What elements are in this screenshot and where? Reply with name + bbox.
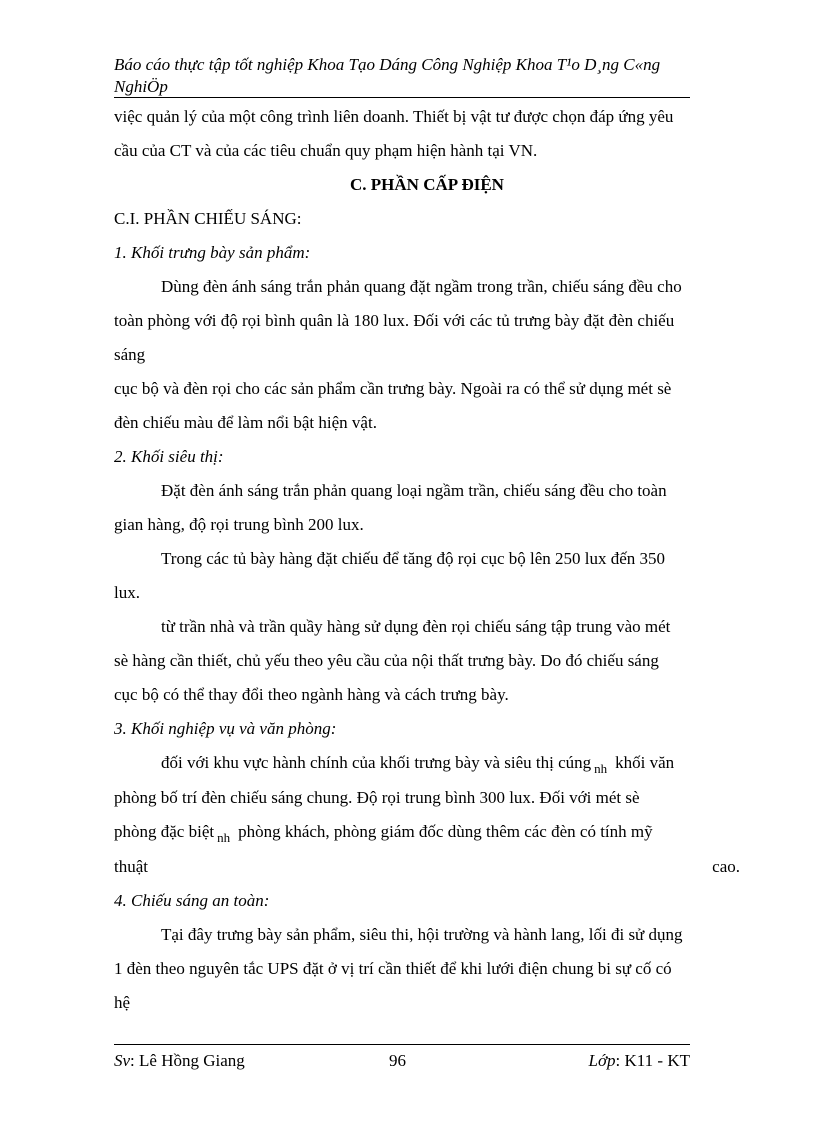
intro-line: việc quản lý của một công trình liên doanh. Thiết bị vật tư được chọn đáp ứng yêu: [114, 107, 674, 126]
intro-line: cầu của CT và của các tiêu chuẩn quy phạm hiện hành tại VN.: [114, 141, 538, 160]
paragraph-line: hệ: [114, 993, 131, 1012]
paragraph-line: lux.: [114, 583, 140, 602]
header-line-1: Báo cáo thực tập tốt nghiệp Khoa Tạo Dáng Công Nghiệp Khoa T¹o D¸ng C«ng: [114, 55, 661, 74]
paragraph-line: cục bộ có thể thay đổi theo ngành hàng và cách trưng bày.: [114, 685, 509, 704]
paragraph-line: từ trần nhà và trần quầy hàng sử dụng đèn rọi chiếu sáng tập trung vào mét: [161, 617, 671, 636]
paragraph-line: Dùng đèn ánh sáng trắn phản quang đặt ngầm trong trần, chiếu sáng đều cho: [161, 277, 682, 296]
subscript-text: nh: [217, 830, 231, 845]
page-number: 96: [389, 1051, 406, 1070]
text-segment: thuật: [114, 857, 148, 876]
heading-safety-lighting: 4. Chiếu sáng an toàn:: [114, 891, 270, 910]
student-name: : Lê Hồng Giang: [130, 1051, 245, 1070]
heading-office: 3. Khối nghiệp vụ và văn phòng:: [114, 719, 337, 738]
paragraph-line: đèn chiếu màu để làm nổi bật hiện vật.: [114, 413, 377, 432]
text-segment: đối với khu vực hành chính của khối trưng bày và siêu thị cúng: [161, 753, 592, 772]
subsection-title: C.I. PHẦN CHIẾU SÁNG:: [114, 209, 302, 228]
paragraph-line: Trong các tủ bày hàng đặt chiếu để tăng độ rọi cục bộ lên 250 lux đến 350: [161, 549, 666, 568]
text-segment: khối văn: [615, 753, 675, 772]
class-value: : K11 - KT: [615, 1051, 690, 1070]
heading-exhibition: 1. Khối trưng bày sản phẩm:: [114, 243, 311, 262]
subscript-text: nh: [594, 761, 608, 776]
header-divider: [114, 97, 690, 98]
class-info: [589, 1049, 690, 1073]
header-line-2: NghiÖp: [114, 77, 168, 96]
heading-supermarket: 2. Khối siêu thị:: [114, 447, 224, 466]
student-label: Sv: [114, 1051, 131, 1070]
paragraph-line: toàn phòng với độ rọi bình quân là 180 lux. Đối với các tủ trưng bày đặt đèn chiếu: [114, 311, 675, 330]
document-body: [114, 100, 740, 1020]
paragraph-line: [114, 815, 740, 850]
paragraph-line: [114, 746, 740, 781]
text-segment: cao.: [712, 857, 740, 876]
paragraph-line: sáng: [114, 345, 146, 364]
page-header: [114, 54, 724, 98]
paragraph-line: sè hàng cần thiết, chủ yếu theo yêu cầu của nội thất trưng bày. Do đó chiếu sáng: [114, 651, 659, 670]
class-label: Lớp: [588, 1051, 616, 1070]
footer-divider: [114, 1044, 690, 1045]
paragraph-line: gian hàng, độ rọi trung bình 200 lux.: [114, 515, 364, 534]
text-segment: phòng đặc biệt: [114, 822, 215, 841]
paragraph-line: Đặt đèn ánh sáng trắn phản quang loại ngầm trần, chiếu sáng đều cho toàn: [161, 481, 667, 500]
paragraph-line: cục bộ và đèn rọi cho các sản phẩm cần trưng bày. Ngoài ra có thể sử dụng mét sè: [114, 379, 672, 398]
paragraph-line: 1 đèn theo nguyên tắc UPS đặt ở vị trí cần thiết để khi lưới điện chung bi sự cố có: [114, 959, 672, 978]
paragraph-line: [114, 850, 740, 884]
paragraph-line: phòng bố trí đèn chiếu sáng chung. Độ rọi trung bình 300 lux. Đối với mét sè: [114, 788, 640, 807]
paragraph-line: Tại đây trưng bày sản phẩm, siêu thi, hội trường và hành lang, lối đi sử dụng: [161, 925, 683, 944]
student-info: [114, 1049, 245, 1073]
section-title: C. PHẦN CẤP ĐIỆN: [350, 175, 504, 194]
text-segment: phòng khách, phòng giám đốc dùng thêm các đèn có tính mỹ: [238, 822, 653, 841]
